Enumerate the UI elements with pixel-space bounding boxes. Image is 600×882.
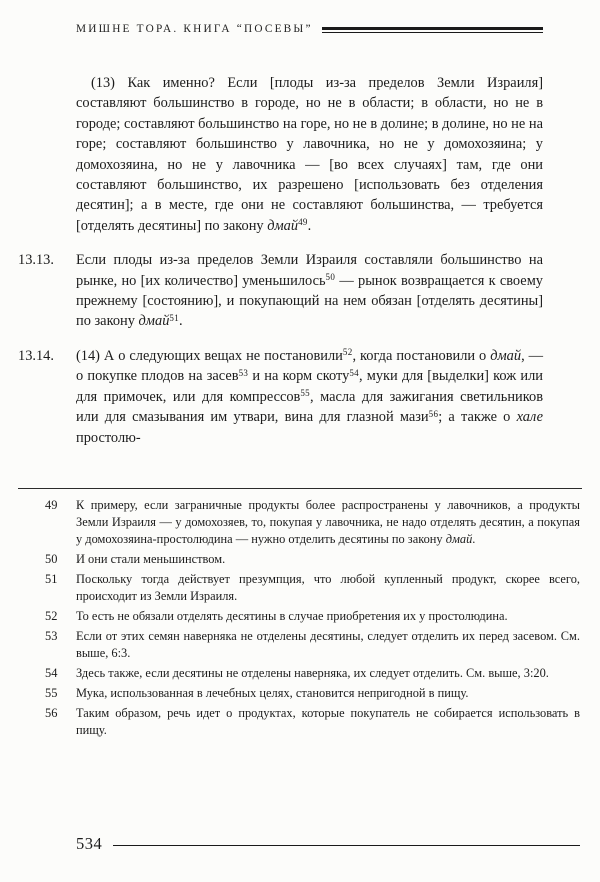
italic-term: дмай: [490, 347, 522, 364]
footnote: 54 Здесь также, если десятины не отделены наверняка, их следует отделить. См. выше, 3:20.: [45, 666, 549, 680]
footnote-separator: [18, 488, 582, 489]
footnote-number: 54: [45, 666, 58, 680]
italic-term: хале: [516, 409, 543, 426]
footnote-number: 53: [45, 629, 58, 643]
footnote-number: 52: [45, 609, 58, 623]
footer-rule: [113, 845, 580, 846]
footnote-ref: 53: [238, 367, 249, 378]
footnote: 50 И они стали меньшинством.: [45, 552, 226, 566]
footnote-number: 55: [45, 686, 58, 700]
footnote-ref: 55: [300, 388, 310, 399]
header-rule-thin: [322, 32, 543, 33]
italic-term: дмай: [445, 532, 473, 546]
footnote-number: 51: [45, 572, 58, 586]
footnote-number: 56: [45, 706, 58, 720]
halacha-number: 13.13.: [18, 252, 54, 269]
paragraph: (13) Как именно? Если [плоды из-за пределов Земли Израиля] составляют большинство в городе, но не в области; в области, но не в городе; составляют большинство на горе, но не в долине; в долине, но не на горе; составляют большинство у лавочника, но не у домохозяина; у домохозяина, но не у лавочника — [во всех случаях] там, где они составляют большинство, их разрешено [использовать без отделения десятин]; а в месте, где они не составляют большинства, — требуется [отделять десятины] по закону дмай$^{49}$.: [76, 75, 543, 234]
footnote: 53 Если от этих семян наверняка не отделены десятины, следует отделить их перед засевом. См. выше, 6:3.: [45, 629, 580, 660]
footnote-ref: 49: [298, 217, 308, 228]
halacha-number: 13.14.: [18, 347, 54, 364]
footnote-ref: 51: [169, 312, 179, 323]
header-rule-thick: [322, 27, 543, 30]
footnote: 55 Мука, использованная в лечебных целях, становится непригодной в пищу.: [45, 686, 469, 700]
running-head-title: МИШНЕ ТОРА. КНИГА “ПОСЕВЫ”: [76, 23, 313, 35]
footnote-ref: 52: [342, 347, 353, 358]
paragraph: 13.14. (14) А о следующих вещах не постановили$^{52}$, когда постановили о дмай, — о покупке плодов на засев$^{53}$ и на корм скоту$^{54}$, муки для [выделки] кож или для примочек, или для компрессов$^{55}$, масла для зажигания светильников или для смазывания им утвари, вина для глазной мази$^{56}$; а также о хале простолю-: [18, 347, 543, 446]
footnote-ref: 54: [349, 367, 359, 378]
footnote-number: 50: [45, 552, 58, 566]
footnote: 52 То есть не обязали отделять десятины в случае приобретения их у простолюдина.: [45, 609, 508, 623]
paragraph: 13.13. Если плоды из-за пределов Земли Израиля составляли большинство на рынке, но [их количество] уменьшилось$^{50}$ — рынок возвращается к своему прежнему [состоянию], и покупающий на нем обязан [отделять десятины] по закону дмай$^{51}$.: [18, 252, 543, 330]
footnote: 49 К примеру, если заграничные продукты более распространены у лавочников, а продукты Земли Израиля — у домохозяев, то, покупая у лавочника, не надо отделять десятин, а покупая у домохозяина-простолюдина — нужно отделить десятины по закону дмай.: [45, 498, 580, 546]
header-double-rule: [322, 25, 543, 33]
page-number: 534: [76, 834, 103, 853]
footnote: 51 Поскольку тогда действует презумпция, что любой купленный продукт, скорее всего, происходит из Земли Израиля.: [45, 572, 580, 603]
footnote-ref: 56: [428, 408, 439, 419]
footnotes-section: [45, 497, 580, 739]
footnote: 56 Таким образом, речь идет о продуктах, которые покупатель не собирается использовать в пищу.: [45, 706, 580, 737]
main-text: [18, 73, 543, 448]
footnote-number: 49: [45, 498, 58, 512]
footnote-ref: 50: [325, 272, 336, 283]
italic-term: дмай: [138, 313, 170, 330]
page-header: [76, 23, 543, 35]
italic-term: дмай: [267, 217, 299, 234]
page-footer: [76, 834, 580, 854]
